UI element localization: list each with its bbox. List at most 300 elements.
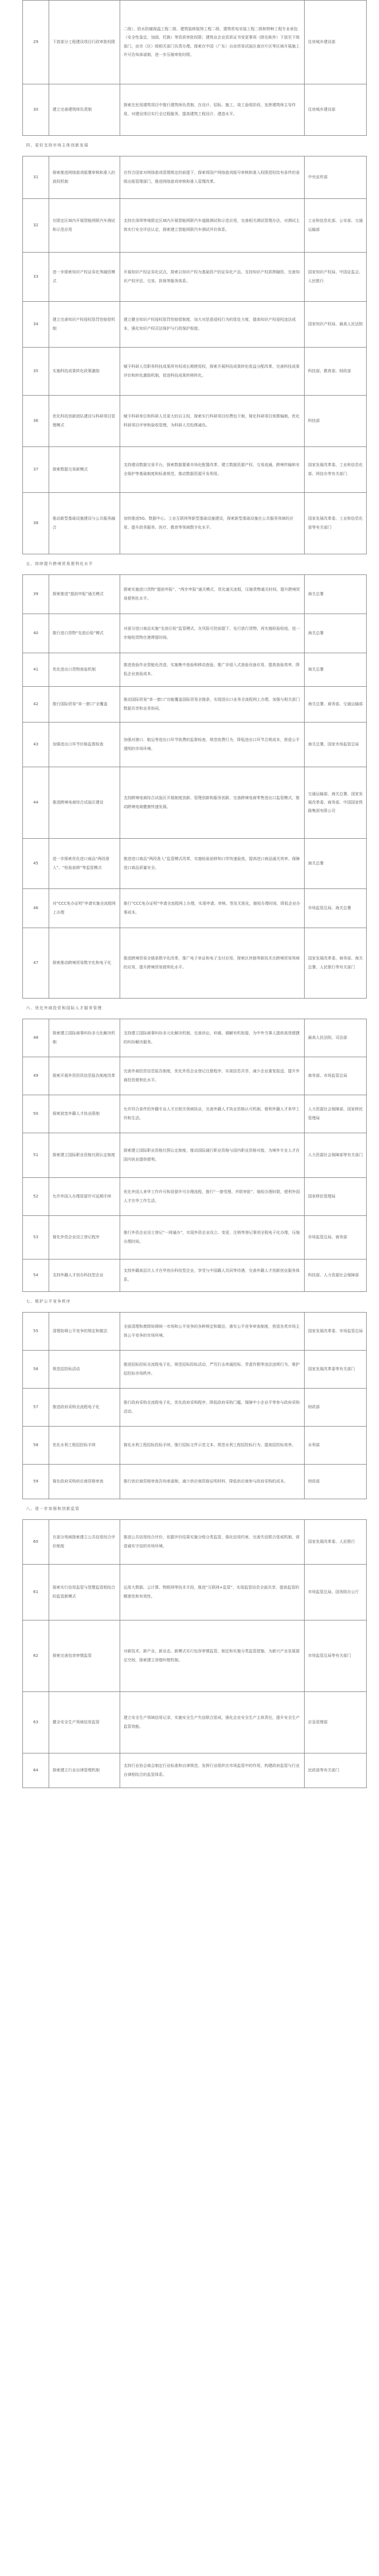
table-row <box>23 928 367 999</box>
reform-item-text: 清理妨碍公平竞争的规定和做法 <box>53 1328 107 1333</box>
section-heading: 七、维护公平竞争秩序 <box>23 1292 367 1313</box>
reform-description-text: 支持在深圳等地限定区域内开展智能网联汽车道路测试和示范应用，完善相关测试管理办法，对测试主体实行安全评估认定，探索建立智能网联汽车测试评价体系。 <box>124 218 300 232</box>
responsible-department-text: 水利部 <box>308 1442 320 1447</box>
responsible-department-text: 国家知识产权局、中国证监会、人民银行 <box>308 270 363 283</box>
responsible-department-text: 住房城乡建设部 <box>308 107 335 112</box>
table-row <box>23 1389 367 1427</box>
reform-description-text: 简化水利工程招标投标手续，推行招标文件示范文本，规范水利工程招投标行为，提高招投标效率。 <box>124 1442 296 1447</box>
reform-description-text: 加强对港口、航运等进出口环节收费的监督检查，规范收费行为，降低进出口环节合规成本，营造公平透明的市场环境。 <box>124 738 300 751</box>
table-row <box>23 1 367 84</box>
reform-description <box>120 839 305 889</box>
reform-description-text: 推行外资企业设立登记“一网通办”，实现外资企业设立、变更、注销等登记事项全程电子化办理，压缩办理时间。 <box>124 1230 300 1244</box>
reform-description <box>120 1753 305 1788</box>
responsible-department <box>305 302 367 348</box>
row-number-text: 42 <box>33 701 39 706</box>
table-row <box>23 447 367 493</box>
reform-item <box>49 575 120 614</box>
reform-item <box>49 1178 120 1216</box>
responsible-department <box>305 1753 367 1788</box>
responsible-department-text: 人力资源社会保障部等有关部门 <box>308 1152 363 1157</box>
reform-item-text: 实施科技成果转化政策激励 <box>53 368 100 373</box>
row-number <box>23 614 49 653</box>
table-row <box>23 156 367 199</box>
responsible-department <box>305 723 367 767</box>
responsible-department <box>305 1057 367 1095</box>
reform-item-text: 允许外国人办理居留许可延期手续 <box>53 1194 111 1199</box>
reform-description <box>120 1465 305 1499</box>
row-number <box>23 1620 49 1692</box>
row-number-text: 54 <box>33 1272 39 1277</box>
row-number-text: 46 <box>33 905 39 910</box>
reform-description-text: 优化外国人来华工作许可和居留许可办理流程，推行“一窗受理、并联审批”，缩短办理时限，便利外国人才在华工作生活。 <box>124 1190 300 1203</box>
responsible-department <box>305 575 367 614</box>
reform-item <box>49 889 120 928</box>
responsible-department-text: 海关总署 <box>308 630 324 635</box>
row-number <box>23 447 49 493</box>
reform-item-text: 在部分领域探索建立公共信用综合评价制度 <box>53 1535 115 1548</box>
reform-description-text: 推行政府采购全流程电子化，优化政府采购程序，降低政府采购门槛，保障中小企业平等参与政府采购活动。 <box>124 1400 300 1414</box>
responsible-department <box>305 839 367 889</box>
row-number <box>23 348 49 396</box>
reform-description-text: 推进跨境贸易全链条数字化改革，推广电子单证和电子支付应用，探索区块链等新技术在跨境贸易领域的应用，提升跨境贸易便利化水平。 <box>124 956 300 969</box>
reform-description <box>120 493 305 554</box>
reform-description <box>120 447 305 493</box>
table-row <box>23 687 367 723</box>
row-number-text: 39 <box>33 591 39 596</box>
reform-item <box>49 253 120 302</box>
reform-item <box>49 1753 120 1788</box>
row-number-text: 58 <box>33 1442 39 1447</box>
reform-item <box>49 839 120 889</box>
row-number <box>23 1 49 84</box>
responsible-department-text: 最高人民法院、司法部 <box>308 1035 347 1040</box>
reform-description <box>120 1260 305 1292</box>
row-number-text: 45 <box>33 861 39 866</box>
responsible-department-text: 国家发展改革委等有关部门 <box>308 1366 355 1371</box>
reform-description-text: 推行“CCC免办证明”申请全流程网上办理，实现申请、审核、签发无纸化，缩短办理时间，降低企业办事成本。 <box>124 901 300 915</box>
reform-description-text: 对新技术、新产业、新业态、新模式实行包容审慎监管，制定和实施分类监管措施，为新兴产业发展留足空间，探索建立容错纠错机制。 <box>124 1649 300 1662</box>
reform-description <box>120 1427 305 1465</box>
responsible-department-text: 市场监管总局、海关总署 <box>308 905 351 910</box>
responsible-department-text: 国家发展改革委、市场监管总局 <box>308 1328 363 1333</box>
reform-description <box>120 156 305 199</box>
reform-item <box>49 396 120 447</box>
reform-description <box>120 575 305 614</box>
row-number <box>23 1427 49 1465</box>
row-number <box>23 1753 49 1788</box>
responsible-department <box>305 928 367 999</box>
reform-description-text: 赋予科研人员职务科技成果所有权或长期使用权，探索开展科技成果转化收益分配改革，完善科技成果评价和转化激励机制，促进科技成果转移转化。 <box>124 364 300 378</box>
reform-item <box>49 614 120 653</box>
reform-description <box>120 1057 305 1095</box>
row-number <box>23 575 49 614</box>
reform-item-text: 规范招投标活动 <box>53 1366 80 1371</box>
table-row <box>23 1520 367 1565</box>
responsible-department <box>305 447 367 493</box>
reform-item <box>49 348 120 396</box>
reform-item <box>49 1565 120 1620</box>
responsible-department-text: 中央宣传部 <box>308 174 328 179</box>
reform-description-text: 支持建设数据交易平台，探索数据要素市场化配置改革，建立数据资源产权、交易流通、跨境传输和安全保护等基础制度和标准规范，推动数据资源开发利用。 <box>124 463 300 476</box>
row-number-text: 52 <box>33 1194 39 1199</box>
reform-description <box>120 1095 305 1133</box>
row-number-text: 34 <box>33 321 39 326</box>
section-heading-row <box>23 1499 367 1520</box>
responsible-department-text: 海关总署 <box>308 591 324 596</box>
responsible-department-text: 科技部 <box>308 418 320 423</box>
section-heading-row <box>23 999 367 1019</box>
reform-item-text: 进一步探索知识产权证券化等融资模式 <box>53 270 115 283</box>
responsible-department-text: 国家发展改革委、工业和信息化部、网信办等有关部门 <box>308 463 363 476</box>
responsible-department <box>305 1178 367 1216</box>
reform-item-text: 探索建立国际职业资格比照认定制度 <box>53 1152 115 1157</box>
reform-item-text: 推行国际贸易“单一窗口”全覆盖 <box>53 701 108 706</box>
responsible-department-text: 海关总署、国家市场监管总局 <box>308 742 359 747</box>
reform-description-text: 允许符合条件的外籍专业人才在相关领域执业，完善外籍人才执业资格认可机制，便利外籍人才来华工作和生活。 <box>124 1107 300 1120</box>
reform-description-text: 探索建立国际职业资格比照认定制度，推动国际通行职业资格与国内职业资格对接，为境外专业人才在国内执业提供便利。 <box>124 1148 300 1162</box>
section-heading: 八、进一步加强和创新监管 <box>23 1499 367 1520</box>
reform-description-text: 支持外籍高层次人才在华创办科技型企业，享受与中国籍人员同等待遇，完善外籍人才创新创业服务体系。 <box>124 1268 300 1282</box>
responsible-department-text: 海关总署 <box>308 861 324 866</box>
row-number-text: 44 <box>33 800 39 805</box>
reform-item-text: 推进政府采购全流程电子化 <box>53 1404 100 1409</box>
row-number <box>23 1057 49 1095</box>
reform-item-text: 支持外籍人才创办科技型企业 <box>53 1272 103 1277</box>
row-number-text: 35 <box>33 368 39 373</box>
reform-item-text: 探索开展外资投资信息报告制度改革 <box>53 1073 115 1078</box>
section-heading-row <box>23 554 367 575</box>
row-number-text: 59 <box>33 1479 39 1484</box>
responsible-department <box>305 1389 367 1427</box>
responsible-department <box>305 1351 367 1389</box>
reform-description <box>120 1313 305 1351</box>
table-row <box>23 1465 367 1499</box>
responsible-department-text: 交通运输部、海关总署、国家发展改革委、商务部、中国国家铁路集团有限公司 <box>308 791 363 814</box>
row-number-text: 61 <box>33 1589 39 1594</box>
responsible-department <box>305 687 367 723</box>
row-number-text: 57 <box>33 1404 39 1409</box>
reform-item-text: 建立完善知识产权侵权惩罚性赔偿机制 <box>53 317 115 331</box>
responsible-department-text: 财政部 <box>308 1479 320 1484</box>
reform-item-text: 推行进口货物“先放后检”模式 <box>53 630 104 635</box>
reform-description <box>120 1178 305 1216</box>
row-number-text: 38 <box>33 520 39 525</box>
reform-description <box>120 302 305 348</box>
reform-item <box>49 1620 120 1692</box>
section-heading: 四、更好支持市场主体创新发展 <box>23 136 367 156</box>
row-number <box>23 1692 49 1753</box>
reform-description <box>120 1019 305 1057</box>
table-row <box>23 199 367 253</box>
table-row <box>23 348 367 396</box>
responsible-department <box>305 1313 367 1351</box>
responsible-department-text: 工业和信息化部、公安部、交通运输部 <box>308 218 363 232</box>
responsible-department <box>305 1019 367 1057</box>
responsible-department <box>305 1260 367 1292</box>
responsible-department <box>305 1520 367 1565</box>
row-number-text: 50 <box>33 1111 39 1116</box>
reform-description <box>120 396 305 447</box>
row-number <box>23 928 49 999</box>
reform-description <box>120 1620 305 1692</box>
reform-description <box>120 348 305 396</box>
row-number-text: 64 <box>33 1767 39 1772</box>
reform-item-text: 探索推进“提前申报”通关模式 <box>53 591 104 596</box>
responsible-department <box>305 653 367 687</box>
responsible-department <box>305 493 367 554</box>
responsible-department <box>305 1465 367 1499</box>
responsible-department-text: 商务部、市场监管总局 <box>308 1073 347 1078</box>
reform-item-text: 进一步探索优化进口商品“两段准入”、“检验前移”等监管模式 <box>53 857 110 870</box>
row-number <box>23 1389 49 1427</box>
reform-item-text: 在限定区域内开展智能网联汽车测试和示范应用 <box>53 218 115 232</box>
table-row <box>23 1178 367 1216</box>
reform-item-text: 简化政府采购供应商资格审查 <box>53 1479 103 1484</box>
table-row <box>23 1019 367 1057</box>
reform-description-text: 二级）、防水防腐保温工程二级、建筑装修装饰工程二级、建筑机电安装工程二级和特种工程专业承包（安全性鉴定、加固、托换）等资质审批权限；建筑业企业资质证书变更事项（除名称外）下放至下级部门，由市（区）级相关部门负责办理。探索在中国（广东）自由贸易试验区南沙片区等区域开展施工许可告知承诺制，进一步压缩审批时限。 <box>124 27 300 57</box>
responsible-department <box>305 1565 367 1620</box>
reform-description <box>120 767 305 839</box>
reform-item-text: 探索推进网络游戏版署审核和准入的放权机制 <box>53 170 115 184</box>
reform-description-text: 运用大数据、云计算、物联网等技术手段，推进“互联网+监管”，实现监管信息全面共享，提高监管的精准性和有效性。 <box>124 1585 300 1599</box>
reform-description-text: 推进进口商品“两段准入”监管模式改革，实施检验前移和口岸快速验放，提高进口商品通关效率，保障进口商品质量安全。 <box>124 857 300 870</box>
table-row <box>23 493 367 554</box>
row-number <box>23 1095 49 1133</box>
reform-description-text: 加快推进5G、数据中心、工业互联网等新型基础设施建设，探索新型基础设施在公共服务领域的应用，提升政务服务、医疗、教育等领域数字化水平。 <box>124 516 293 530</box>
reform-description-text: 探索实施进口货物“提前申报”、“两步申报”通关模式，优化通关流程，压缩货物通关时间，提升跨境贸易便利化水平。 <box>124 587 300 601</box>
reform-item-text: 优化进出口货物查验机制 <box>53 667 96 672</box>
row-number <box>23 253 49 302</box>
reform-description <box>120 1351 305 1389</box>
reform-item-text: 探索推动跨境贸易数字化和电子化 <box>53 960 111 965</box>
row-number <box>23 687 49 723</box>
row-number <box>23 1260 49 1292</box>
table-row <box>23 1133 367 1178</box>
row-number-text: 48 <box>33 1035 39 1040</box>
reform-description-text: 开展知识产权证券化试点，探索以知识产权为基础资产的证券化产品，支持知识产权质押融资，完善知识产权评估、交易、担保等服务体系。 <box>124 270 300 283</box>
responsible-department-text: 海关总署、商务部、交通运输部 <box>308 701 363 706</box>
reform-item-text: 探索数据交易新模式 <box>53 467 88 472</box>
responsible-department <box>305 396 367 447</box>
reform-description <box>120 1520 305 1565</box>
row-number-text: 33 <box>33 274 39 279</box>
responsible-department <box>305 889 367 928</box>
reform-description-text: 赋予科研单位和科研人员更大的自主权，探索实行科研项目经费包干制，简化科研项目预算编制，优化科研项目评审和验收管理，为科研人员松绑减负。 <box>124 414 300 427</box>
reform-description-text: 建立安全生产领域信用记录，实施安全生产失信联合惩戒，强化企业安全生产主体责任，提升安全生产监管效能。 <box>124 1715 300 1729</box>
reform-item-text: 优化科技创新团队建设与科研项目管理模式 <box>53 414 115 427</box>
responsible-department <box>305 1427 367 1465</box>
row-number <box>23 1520 49 1565</box>
reform-description <box>120 1 305 84</box>
table-row <box>23 1427 367 1465</box>
reform-description <box>120 1216 305 1260</box>
responsible-department-text: 国家发展改革委、工业和信息化部等有关部门 <box>308 516 363 530</box>
row-number-text: 30 <box>33 107 39 112</box>
responsible-department <box>305 767 367 839</box>
table-row <box>23 1260 367 1292</box>
responsible-department <box>305 1620 367 1692</box>
responsible-department-text: 国家知识产权局、最高人民法院 <box>308 321 363 326</box>
responsible-department-text: 应急管理部 <box>308 1719 328 1724</box>
reform-item <box>49 156 120 199</box>
reform-item <box>49 199 120 253</box>
reform-description <box>120 199 305 253</box>
reform-description-text: 在符合国家对网络游戏管理规定的前提下，探索将国产网络游戏版号审核和准入权限授权给有条件的省级出版管理部门，推进网络游戏审核和准入管理改革。 <box>124 170 300 184</box>
responsible-department-text: 民政部等有关部门 <box>308 1767 339 1772</box>
row-number <box>23 156 49 199</box>
row-number <box>23 1565 49 1620</box>
responsible-department <box>305 1 367 84</box>
reform-item-text: 健全安全生产领域信用监管 <box>53 1719 100 1724</box>
reform-item <box>49 1389 120 1427</box>
table-row <box>23 1216 367 1260</box>
reform-item <box>49 767 120 839</box>
table-row <box>23 1620 367 1692</box>
responsible-department-text: 国家发展改革委、人民银行 <box>308 1539 355 1544</box>
reform-description <box>120 253 305 302</box>
table-row <box>23 1351 367 1389</box>
reform-item <box>49 653 120 687</box>
reform-item <box>49 493 120 554</box>
responsible-department-text: 住房城乡建设部 <box>308 39 335 44</box>
table-row <box>23 614 367 653</box>
row-number-text: 31 <box>33 174 39 179</box>
responsible-department-text: 人力资源社会保障部、国家移民管理局 <box>308 1107 363 1120</box>
responsible-department-text: 国家发展改革委、商务部、海关总署、人民银行等有关部门 <box>308 956 363 969</box>
reform-item <box>49 1260 120 1292</box>
row-number <box>23 839 49 889</box>
row-number-text: 55 <box>33 1328 39 1333</box>
reform-measures-table <box>22 0 367 1788</box>
reform-item <box>49 687 120 723</box>
reform-item <box>49 723 120 767</box>
row-number <box>23 84 49 136</box>
table-row <box>23 1095 367 1133</box>
reform-description-text: 推进招标投标全流程电子化，规范招标投标活动，严厉打击串通投标、弄虚作假等违法违规行为，维护招投标市场秩序。 <box>124 1362 300 1376</box>
reform-item-text: 优化水利工程招投标手续 <box>53 1442 96 1447</box>
reform-description <box>120 1692 305 1753</box>
reform-description <box>120 84 305 136</box>
row-number-text: 43 <box>33 742 39 747</box>
reform-description-text: 支持跨境电商综合试验区开展制度创新、管理创新和服务创新，完善跨境电商零售进出口监管模式，推动跨境电商健康快速发展。 <box>124 796 300 809</box>
responsible-department <box>305 156 367 199</box>
reform-description <box>120 723 305 767</box>
reform-description-text: 对部分进口商品实施“先放后检”监管模式，在风险可控前提下，先行放行货物，再实施检验检疫，进一步缩短货物在港滞留时间。 <box>124 626 300 640</box>
reform-item <box>49 1019 120 1057</box>
reform-item <box>49 1427 120 1465</box>
row-number-text: 40 <box>33 630 39 635</box>
section-heading-row <box>23 136 367 156</box>
reform-item-text: 探索建立行业自律管理机制 <box>53 1767 100 1772</box>
row-number <box>23 1313 49 1351</box>
reform-description <box>120 1133 305 1178</box>
reform-description <box>120 687 305 723</box>
reform-description-text: 支持建立国际商事纠纷多元化解决机制，完善诉讼、仲裁、调解有机衔接，为中外当事人提供高效便捷的纠纷解决服务。 <box>124 1031 300 1044</box>
row-number-text: 63 <box>33 1719 39 1724</box>
row-number <box>23 1465 49 1499</box>
responsible-department <box>305 1692 367 1753</box>
reform-item <box>49 1692 120 1753</box>
responsible-department-text: 市场监管总局、国务院办公厅 <box>308 1589 359 1594</box>
table-body <box>23 1 367 1788</box>
responsible-department <box>305 253 367 302</box>
reform-item-text: 推动新型基础设施建设与公共服务融合 <box>53 516 115 530</box>
reform-item-text: 加强进出口环节价格监督检查 <box>53 742 103 747</box>
table-row <box>23 396 367 447</box>
reform-description <box>120 614 305 653</box>
reform-item-text: 简化外资企业设立登记程序 <box>53 1234 100 1239</box>
reform-description-text: 推进公共信用综合评价，依据评价结果实施分级分类监管，强化信用约束，完善失信联合惩戒机制，营造诚实守信的市场环境。 <box>124 1535 300 1548</box>
reform-item <box>49 84 120 136</box>
row-number-text: 37 <box>33 467 39 472</box>
row-number-text: 56 <box>33 1366 39 1371</box>
reform-item <box>49 1 120 84</box>
responsible-department-text: 科技部、人力资源社会保障部 <box>308 1272 359 1277</box>
row-number-text: 36 <box>33 418 39 423</box>
reform-item <box>49 1133 120 1178</box>
reform-item <box>49 1216 120 1260</box>
reform-description <box>120 653 305 687</box>
responsible-department-text: 财政部 <box>308 1404 320 1409</box>
row-number <box>23 1178 49 1216</box>
responsible-department-text: 市场监管总局等有关部门 <box>308 1653 351 1658</box>
reform-item-text: 推进跨境电商综合试验区建设 <box>53 800 103 805</box>
row-number <box>23 723 49 767</box>
responsible-department <box>305 348 367 396</box>
section-heading: 六、优化外商投资和国际人才服务管理 <box>23 999 367 1019</box>
row-number <box>23 1133 49 1178</box>
row-number-text: 41 <box>33 667 39 672</box>
row-number <box>23 302 49 348</box>
reform-item-text: 探索建立国际商事纠纷多元化解决机制 <box>53 1031 115 1044</box>
section-heading: 五、持续提升跨境贸易便利化水平 <box>23 554 367 575</box>
reform-item <box>49 1465 120 1499</box>
responsible-department <box>305 1095 367 1133</box>
row-number <box>23 653 49 687</box>
table-row <box>23 1565 367 1620</box>
reform-item <box>49 1313 120 1351</box>
reform-item <box>49 447 120 493</box>
row-number <box>23 1019 49 1057</box>
row-number-text: 49 <box>33 1073 39 1078</box>
reform-description-text: 推行供应商资格审查告知承诺制，减少供应商资格证明材料，降低供应商参与政府采购的成本。 <box>124 1479 288 1484</box>
table-row <box>23 302 367 348</box>
table-row <box>23 1057 367 1095</box>
table-row <box>23 767 367 839</box>
table-row <box>23 1313 367 1351</box>
reform-description-text: 全面清理和废除妨碍统一市场和公平竞争的各种规定和做法，落实公平竞争审查制度，营造各类市场主体公平竞争的市场环境。 <box>124 1324 300 1338</box>
row-number <box>23 767 49 839</box>
table-row <box>23 1692 367 1753</box>
reform-item <box>49 1351 120 1389</box>
row-number-text: 51 <box>33 1152 39 1157</box>
reform-item-text: 探索完善包容审慎监管 <box>53 1653 92 1658</box>
table-row <box>23 575 367 614</box>
row-number <box>23 889 49 928</box>
responsible-department <box>305 1216 367 1260</box>
reform-description-text: 建立健全知识产权侵权惩罚性赔偿制度，加大对恶意侵权行为的惩处力度，提高知识产权侵权违法成本，强化知识产权司法保护与行政保护衔接。 <box>124 317 296 331</box>
row-number <box>23 199 49 253</box>
reform-description-text: 推动国际贸易“单一窗口”功能覆盖国际贸易全链条，实现进出口业务全流程网上办理，加强与相关部门数据共享和业务协同。 <box>124 697 300 711</box>
reform-item-text: 对“CCC免办证明”申请实施全流程网上办理 <box>53 901 116 915</box>
table-row <box>23 253 367 302</box>
reform-item-text: 下放部分工程建设项目行政审批权限 <box>53 39 115 44</box>
row-number <box>23 493 49 554</box>
responsible-department <box>305 1133 367 1178</box>
table-row <box>23 1753 367 1788</box>
table-row <box>23 839 367 889</box>
row-number-text: 29 <box>33 39 39 44</box>
